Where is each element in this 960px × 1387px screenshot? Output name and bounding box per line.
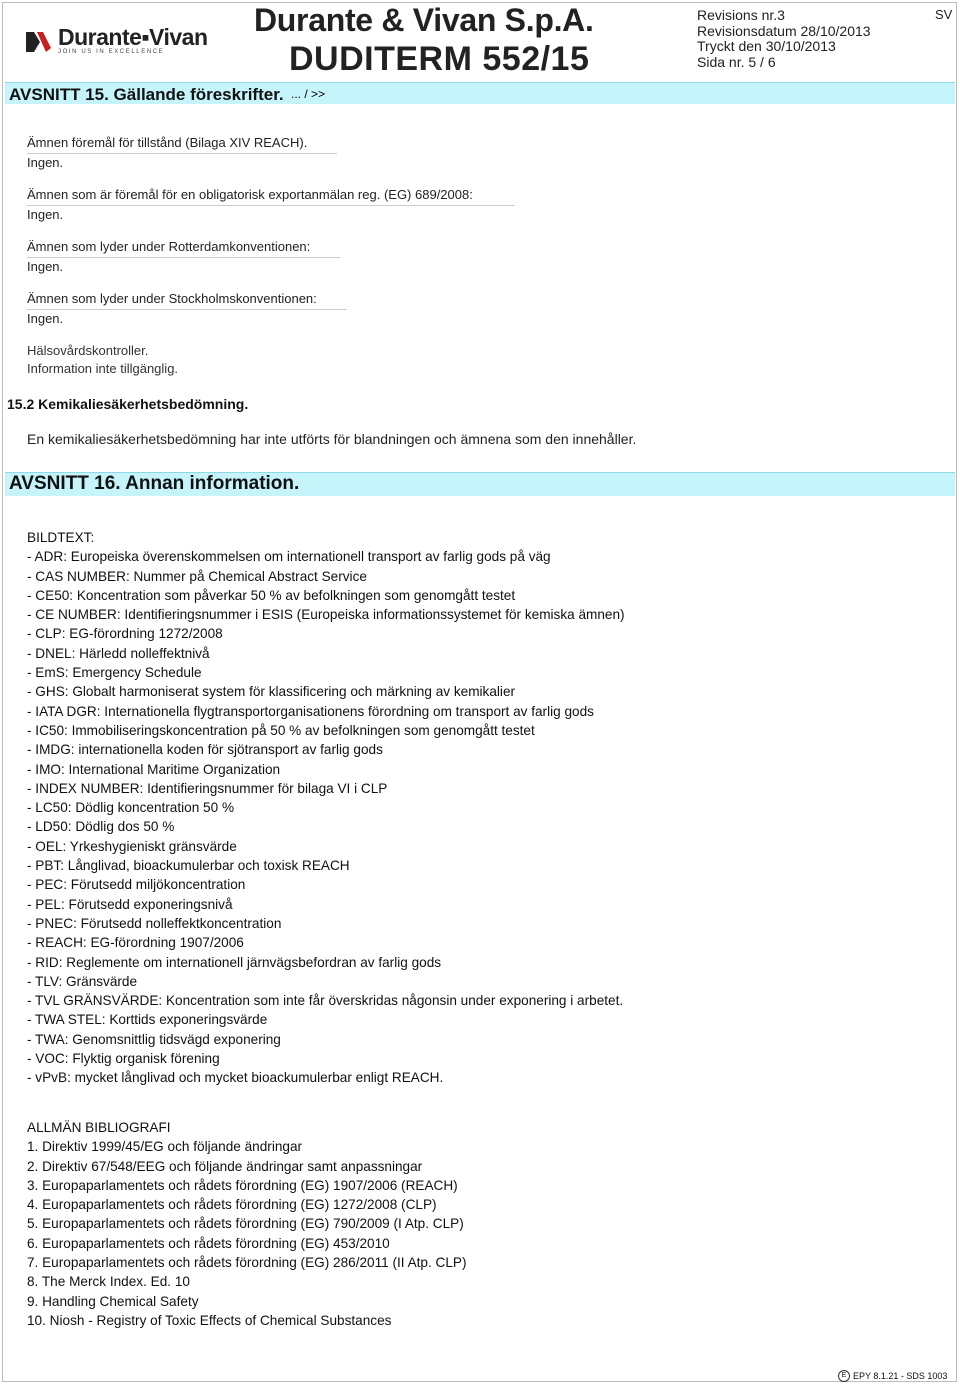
epy-logo-icon: E bbox=[838, 1370, 850, 1382]
legend-item: - INDEX NUMBER: Identifieringsnummer för bilaga VI i CLP bbox=[27, 780, 388, 796]
revision-date: Revisionsdatum 28/10/2013 bbox=[697, 22, 871, 39]
reg-item-title: Ämnen föremål för tillstånd (Bilaga XIV REACH). bbox=[27, 134, 337, 154]
bibliography-item: 3. Europaparlamentets och rådets förordning (EG) 1907/2006 (REACH) bbox=[27, 1177, 458, 1193]
reg-item-value: Information inte tillgänglig. bbox=[27, 361, 179, 376]
reg-item-export bbox=[27, 186, 515, 224]
print-date: Tryckt den 30/10/2013 bbox=[697, 38, 836, 54]
section-16-bar bbox=[5, 472, 955, 496]
bibliography-title: ALLMÄN BIBLIOGRAFI bbox=[27, 1120, 171, 1135]
logo-name: Durante▪Vivan bbox=[58, 24, 208, 50]
legend-item: - OEL: Yrkeshygieniskt gränsvärde bbox=[27, 838, 237, 854]
legend-item: - EmS: Emergency Schedule bbox=[27, 665, 202, 681]
logo-mark-icon bbox=[24, 26, 54, 56]
company-name: Durante & Vivan S.p.A. bbox=[254, 2, 594, 38]
bibliography-item: 6. Europaparlamentets och rådets förordning (EG) 453/2010 bbox=[27, 1235, 390, 1251]
bibliography-item: 4. Europaparlamentets och rådets förordning (EG) 1272/2008 (CLP) bbox=[27, 1197, 437, 1213]
legend-item: - IMDG: internationella koden för sjötransport av farlig gods bbox=[27, 742, 383, 758]
legend-title: BILDTEXT: bbox=[27, 530, 95, 545]
legend-item: - IMO: International Maritime Organization bbox=[27, 761, 281, 777]
language-code: SV bbox=[935, 7, 953, 22]
reg-item-value: Ingen. bbox=[27, 207, 64, 222]
legend-item: - REACH: EG-förordning 1907/2006 bbox=[27, 935, 244, 951]
legend-item: - CAS NUMBER: Nummer på Chemical Abstract Service bbox=[27, 568, 367, 584]
footer bbox=[838, 1370, 947, 1382]
legend-item: - LD50: Dödlig dos 50 % bbox=[27, 819, 175, 835]
legend-item: - TVL GRÄNSVÄRDE: Koncentration som inte får överskridas någonsin under exponering i arbetet. bbox=[27, 993, 624, 1009]
bibliography-block bbox=[27, 1118, 467, 1330]
legend-item: - LC50: Dödlig koncentration 50 % bbox=[27, 800, 235, 816]
reg-item-title: Ämnen som är föremål för en obligatorisk exportanmälan reg. (EG) 689/2008: bbox=[27, 186, 515, 206]
subsection-15-2-text: En kemikaliesäkerhetsbedömning har inte utförts för blandningen och ämnena som den innehåller. bbox=[27, 431, 637, 447]
section-15-title: AVSNITT 15. Gällande föreskrifter. bbox=[9, 85, 284, 104]
legend-item: - VOC: Flyktig organisk förening bbox=[27, 1051, 220, 1067]
reg-item-value: Ingen. bbox=[27, 259, 64, 274]
legend-item: - DNEL: Härledd nolleffektnivå bbox=[27, 645, 210, 661]
reg-item-health bbox=[27, 342, 178, 378]
bibliography-item: 5. Europaparlamentets och rådets förordning (EG) 790/2009 (I Atp. CLP) bbox=[27, 1216, 464, 1232]
product-name: DUDITERM 552/15 bbox=[289, 40, 590, 78]
bibliography-item: 7. Europaparlamentets och rådets förordning (EG) 286/2011 (II Atp. CLP) bbox=[27, 1255, 467, 1271]
reg-item-rotterdam bbox=[27, 238, 340, 276]
legend-item: - TWA: Genomsnittlig tidsvägd exponering bbox=[27, 1031, 281, 1047]
bibliography-item: 9. Handling Chemical Safety bbox=[27, 1293, 199, 1309]
bibliography-item: 2. Direktiv 67/548/EEG och följande ändringar samt anpassningar bbox=[27, 1158, 423, 1174]
legend-item: - GHS: Globalt harmoniserat system för klassificering och märkning av kemikalier bbox=[27, 684, 516, 700]
legend-item: - CE NUMBER: Identifieringsnummer i ESIS (Europeiska informationssystemet för kemiska ämnen) bbox=[27, 607, 625, 623]
legend-item: - IATA DGR: Internationella flygtransportorganisationens förordning om transport av farlig gods bbox=[27, 703, 594, 719]
section-15-continued: ... / >> bbox=[291, 87, 326, 101]
legend-item: - PEL: Förutsedd exponeringsnivå bbox=[27, 896, 233, 912]
legend-item: - IC50: Immobiliseringskoncentration på 50 % av befolkningen som genomgått testet bbox=[27, 722, 535, 738]
bibliography-item: 8. The Merck Index. Ed. 10 bbox=[27, 1274, 190, 1290]
legend-item: - CLP: EG-förordning 1272/2008 bbox=[27, 626, 223, 642]
section-15-bar bbox=[5, 82, 955, 104]
legend-block bbox=[27, 528, 625, 1088]
logo-tagline: JOIN US IN EXCELLENCE bbox=[58, 49, 165, 55]
legend-item: - PNEC: Förutsedd nolleffektkoncentration bbox=[27, 915, 282, 931]
legend-item: - vPvB: mycket långlivad och mycket bioackumulerbar enligt REACH. bbox=[27, 1070, 444, 1086]
revision-info bbox=[697, 8, 871, 70]
reg-item-title: Ämnen som lyder under Stockholmskonventionen: bbox=[27, 290, 347, 310]
legend-item: - CE50: Koncentration som påverkar 50 % av befolkningen som genomgått testet bbox=[27, 587, 516, 603]
page-number: Sida nr. 5 / 6 bbox=[697, 53, 776, 70]
legend-item: - RID: Reglemente om internationell järnvägsbefordran av farlig gods bbox=[27, 954, 442, 970]
legend-item: - PBT: Långlivad, bioackumulerbar och toxisk REACH bbox=[27, 858, 350, 874]
reg-item-title: Ämnen som lyder under Rotterdamkonventionen: bbox=[27, 238, 340, 258]
bibliography-item: 1. Direktiv 1999/45/EG och följande ändringar bbox=[27, 1139, 303, 1155]
reg-item-title: Hälsovårdskontroller. bbox=[27, 343, 149, 358]
legend-item: - TLV: Gränsvärde bbox=[27, 973, 138, 989]
footer-code: EPY 8.1.21 - SDS 1003 bbox=[853, 1371, 948, 1381]
reg-item-stockholm bbox=[27, 290, 347, 328]
bibliography-item: 10. Niosh - Registry of Toxic Effects of Chemical Substances bbox=[27, 1312, 392, 1328]
revision-number: Revisions nr.3 bbox=[697, 7, 785, 23]
legend-item: - ADR: Europeiska överenskommelsen om internationell transport av farlig gods på väg bbox=[27, 549, 551, 565]
subsection-15-2-title: 15.2 Kemikaliesäkerhetsbedömning. bbox=[7, 396, 249, 412]
reg-item-value: Ingen. bbox=[27, 311, 64, 326]
legend-item: - TWA STEL: Korttids exponeringsvärde bbox=[27, 1012, 268, 1028]
legend-item: - PEC: Förutsedd miljökoncentration bbox=[27, 877, 246, 893]
reg-item-value: Ingen. bbox=[27, 155, 64, 170]
section-16-title: AVSNITT 16. Annan information. bbox=[9, 473, 300, 494]
reg-item-authorisation bbox=[27, 134, 337, 172]
company-logo bbox=[24, 26, 208, 56]
